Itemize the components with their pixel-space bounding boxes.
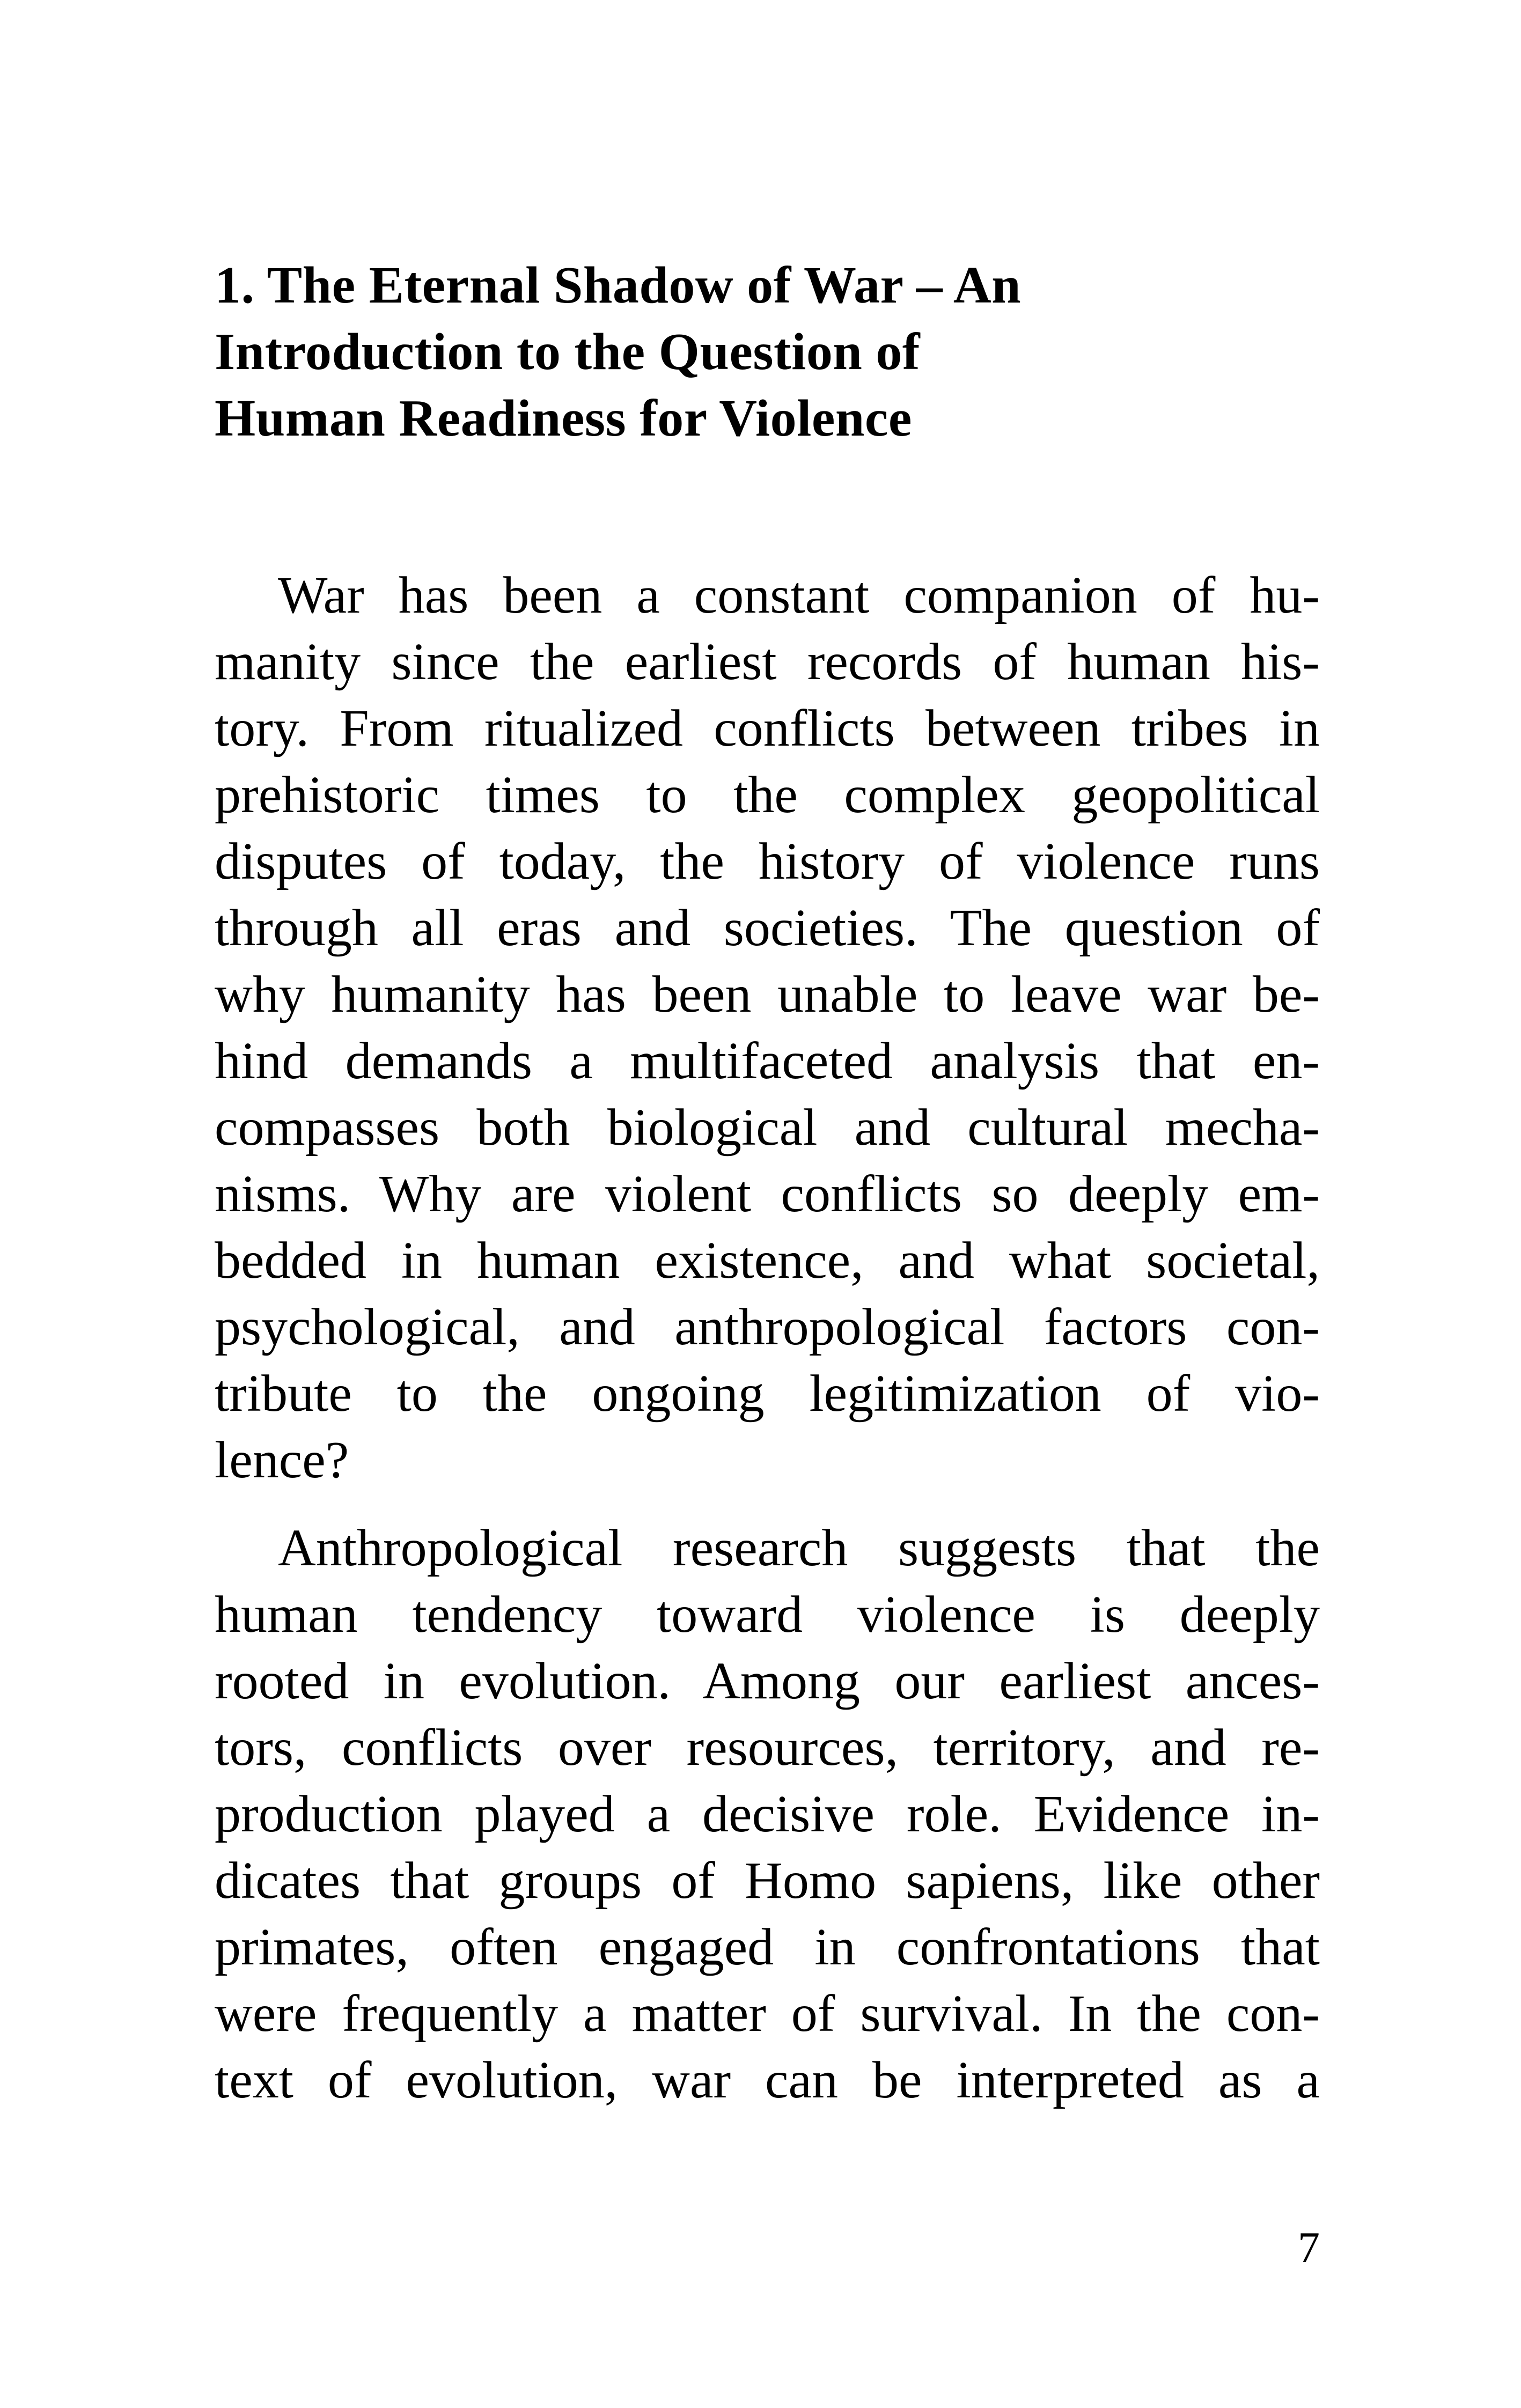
- text-line: primates, often engaged in confrontations that: [215, 1918, 1320, 1976]
- text-line: production played a decisive role. Evidence in-: [215, 1785, 1320, 1843]
- paragraph-2: [215, 1515, 1320, 2114]
- text-line: text of evolution, war can be interpreted as a: [215, 2051, 1320, 2109]
- text-line: psychological, and anthropological factors con-: [215, 1298, 1320, 1356]
- text-line: prehistoric times to the complex geopolitical: [215, 766, 1320, 824]
- text-line: rooted in evolution. Among our earliest ances-: [215, 1652, 1320, 1710]
- chapter-heading-line: 1. The Eternal Shadow of War – An: [215, 256, 1022, 314]
- text-line: bedded in human existence, and what societal,: [215, 1232, 1320, 1290]
- text-line: compasses both biological and cultural mecha-: [215, 1099, 1320, 1157]
- text-line: through all eras and societies. The question of: [215, 899, 1320, 957]
- text-line: War has been a constant companion of hu-: [278, 566, 1320, 624]
- chapter-heading-line: Human Readiness for Violence: [215, 389, 912, 447]
- text-line: lence?: [215, 1431, 349, 1489]
- paragraph-1: [215, 562, 1320, 1493]
- text-line: hind demands a multifaceted analysis that en-: [215, 1032, 1320, 1090]
- text-line: Anthropological research suggests that the: [278, 1519, 1320, 1577]
- text-line: human tendency toward violence is deeply: [215, 1586, 1320, 1644]
- chapter-heading-line: Introduction to the Question of: [215, 323, 921, 381]
- text-line: manity since the earliest records of human his-: [215, 633, 1320, 691]
- text-line: dicates that groups of Homo sapiens, like other: [215, 1852, 1320, 1910]
- chapter-heading: [215, 252, 1331, 452]
- text-line: tors, conflicts over resources, territory, and re-: [215, 1719, 1320, 1777]
- text-line: were frequently a matter of survival. In the con-: [215, 1985, 1320, 2043]
- text-line: tory. From ritualized conflicts between tribes in: [215, 699, 1320, 757]
- text-line: why humanity has been unable to leave war be-: [215, 966, 1320, 1023]
- text-line: tribute to the ongoing legitimization of vio-: [215, 1365, 1320, 1423]
- page-number: 7: [1298, 2223, 1320, 2272]
- text-line: nisms. Why are violent conflicts so deeply em-: [215, 1165, 1320, 1223]
- body-text: [215, 562, 1320, 2135]
- text-line: disputes of today, the history of violence runs: [215, 833, 1320, 890]
